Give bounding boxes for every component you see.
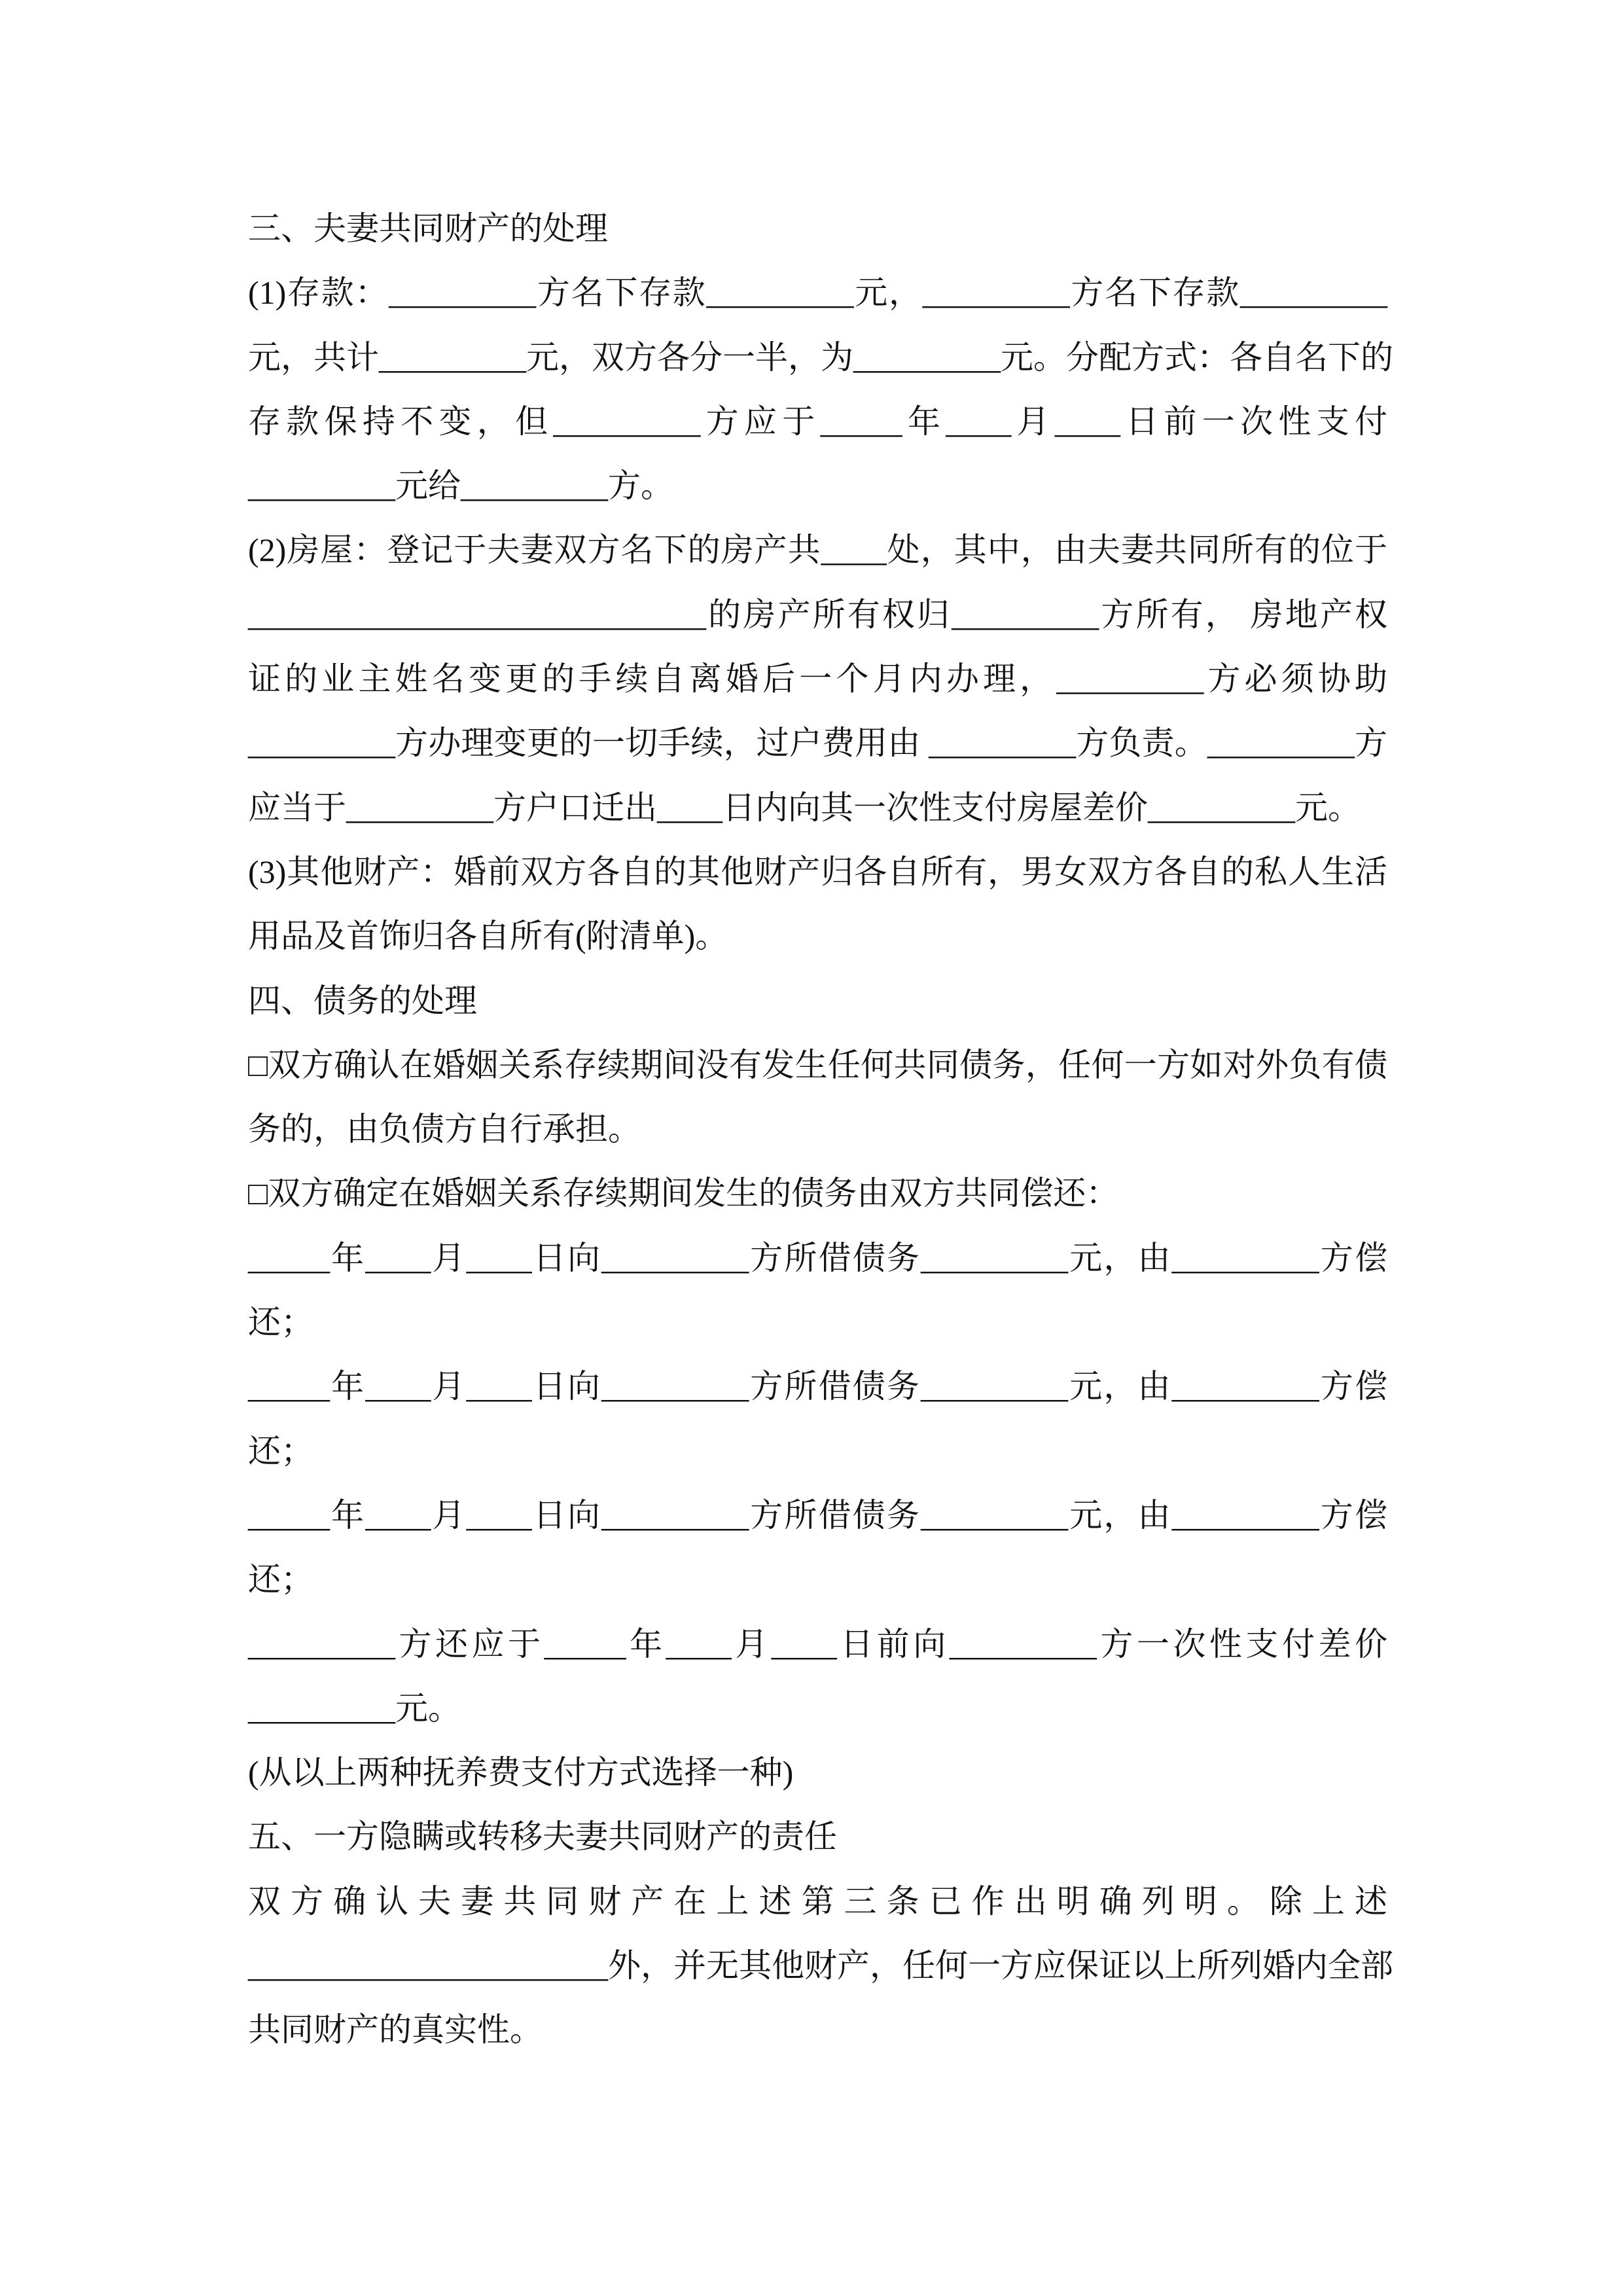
paragraph-line: 还； bbox=[248, 1304, 313, 1341]
paragraph-line: ____________________________的房产所有权归_________方所有， 房地产权 bbox=[248, 596, 1387, 633]
note-line: (从以上两种抚养费支付方式选择一种) bbox=[248, 1754, 794, 1791]
paragraph-line: _________方办理变更的一切手续，过户费用由 _________方负责。_________方 bbox=[248, 725, 1387, 762]
paragraph-line: 用品及首饰归各自所有(附清单)。 bbox=[248, 918, 728, 955]
paragraph-line: 证的业主姓名变更的手续自离婚后一个月内办理，_________方必须协助 bbox=[248, 660, 1387, 698]
paragraph-line: ______________________外，并无其他财产，任何一方应保证以上所列婚内全部 bbox=[248, 1947, 1393, 1984]
paragraph-line: 共同财产的真实性。 bbox=[248, 2011, 543, 2049]
paragraph-line: 还； bbox=[248, 1561, 313, 1598]
paragraph-line: 还； bbox=[248, 1432, 313, 1469]
paragraph-line: 存款保持不变，但_________方应于_____年____月____日前一次性支付 bbox=[248, 403, 1387, 440]
paragraph-line: (2)房屋：登记于夫妻双方名下的房产共____处，其中，由夫妻共同所有的位于 bbox=[248, 531, 1387, 569]
paragraph-line: 元，共计_________元，双方各分一半，为_________元。分配方式：各自名下的 bbox=[248, 338, 1393, 376]
checkbox-option-line: □双方确认在婚姻关系存续期间没有发生任何共同债务，任何一方如对外负有债 bbox=[248, 1046, 1387, 1083]
debt-entry-line: _____年____月____日向_________方所借债务_________元，由_________方偿 bbox=[248, 1496, 1387, 1534]
paragraph-line: _________方还应于_____年____月____日前向_________方一次性支付差价 bbox=[248, 1625, 1387, 1662]
paragraph-line: _________元。 bbox=[248, 1689, 461, 1727]
section-heading-5: 五、一方隐瞒或转移夫妻共同财产的责任 bbox=[248, 1818, 837, 1856]
paragraph-line: _________元给_________方。 bbox=[248, 467, 673, 505]
paragraph-line: (1)存款：_________方名下存款_________元，_________方名下存款_________ bbox=[248, 274, 1387, 312]
debt-entry-line: _____年____月____日向_________方所借债务_________元，由_________方偿 bbox=[248, 1239, 1387, 1276]
paragraph-line: 应当于_________方户口迁出____日内向其一次性支付房屋差价_________元。 bbox=[248, 789, 1361, 826]
document-page bbox=[248, 196, 1393, 2062]
paragraph-line: (3)其他财产：婚前双方各自的其他财产归各自所有，男女双方各自的私人生活 bbox=[248, 853, 1387, 890]
section-heading-3: 三、夫妻共同财产的处理 bbox=[248, 210, 608, 247]
paragraph-line: 务的，由负债方自行承担。 bbox=[248, 1111, 641, 1148]
section-heading-4: 四、债务的处理 bbox=[248, 982, 477, 1019]
paragraph-line: 双方确认夫妻共同财产在上述第三条已作出明确列明。除上述 bbox=[248, 1882, 1387, 1920]
debt-entry-line: _____年____月____日向_________方所借债务_________元，由_________方偿 bbox=[248, 1368, 1387, 1405]
checkbox-option-line: □双方确定在婚姻关系存续期间发生的债务由双方共同偿还： bbox=[248, 1175, 1119, 1212]
